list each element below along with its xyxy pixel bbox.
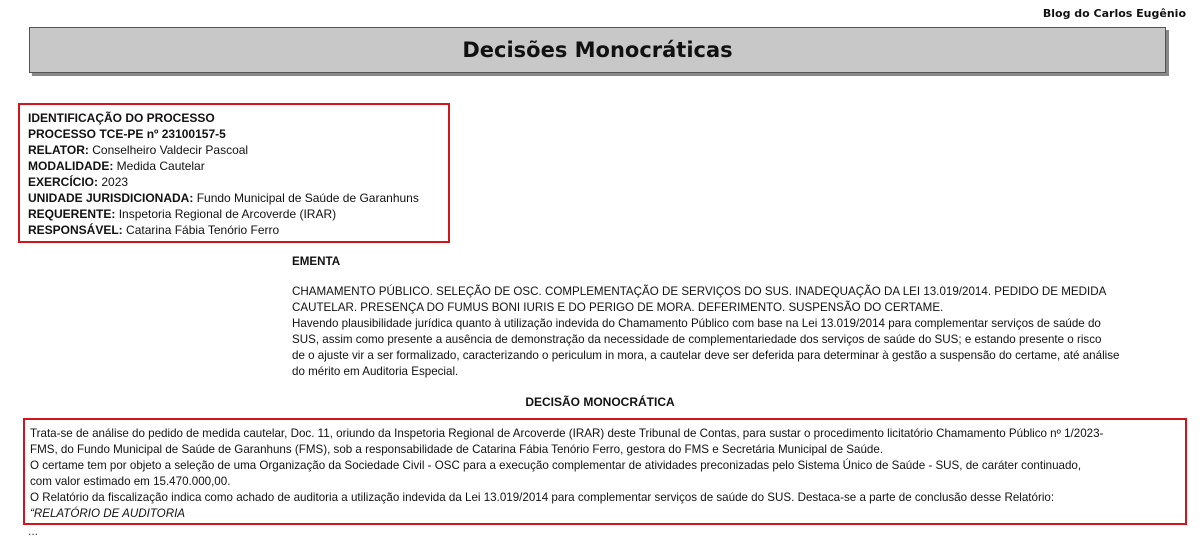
decisao-box <box>23 418 1187 525</box>
decisao-line: FMS, do Fundo Municipal de Saúde de Garanhuns (FMS), sob a responsabilidade de Catarina Fábia Tenório Ferro, gestora do FMS e Secretária Municipal de Saúde. <box>30 443 884 456</box>
ementa-line: Havendo plausibilidade jurídica quanto à utilização indevida do Chamamento Público com base na Lei 13.019/2014 para complementar serviços de saúde do <box>292 317 1101 330</box>
ementa-section <box>292 254 1172 380</box>
blog-watermark: Blog do Carlos Eugênio <box>1042 7 1186 20</box>
continuation-ellipsis: ... <box>28 524 39 538</box>
relatorio-quote: “RELATÓRIO DE AUDITORIA <box>30 507 186 520</box>
ementa-line: CHAMAMENTO PÚBLICO. SELEÇÃO DE OSC. COMPLEMENTAÇÃO DE SERVIÇOS DO SUS. INADEQUAÇÃO DA LEI 13.019/2014. PEDIDO DE MEDIDA <box>292 285 1107 298</box>
title-banner <box>29 27 1166 73</box>
field-exercicio: EXERCÍCIO: 2023 <box>28 175 129 189</box>
field-modalidade: MODALIDADE: Medida Cautelar <box>28 159 205 173</box>
decisao-line: O certame tem por objeto a seleção de uma Organização da Sociedade Civil - OSC para a execução complementar de atividades preconizadas pelo Sistema Único de Saúde - SUS, de caráter continuado, <box>30 459 1082 472</box>
field-relator: RELATOR: Conselheiro Valdecir Pascoal <box>28 143 249 157</box>
decisao-line: Trata-se de análise do pedido de medida cautelar, Doc. 11, oriundo da Inspetoria Regional de Arcoverde (IRAR) deste Tribunal de Contas, para sustar o procedimento licitatório Chamamento Público nº 1/2023- <box>30 427 1104 440</box>
process-number: PROCESSO TCE-PE nº 23100157-5 <box>28 127 226 141</box>
decisao-line: com valor estimado em 15.470.000,00. <box>30 475 231 488</box>
field-responsavel: RESPONSÁVEL: Catarina Fábia Tenório Ferro <box>28 223 280 237</box>
field-unidade: UNIDADE JURISDICIONADA: Fundo Municipal de Saúde de Garanhuns <box>28 191 419 205</box>
decisao-heading: DECISÃO MONOCRÁTICA <box>525 395 675 409</box>
ementa-line: CAUTELAR. PRESENÇA DO FUMUS BONI IURIS E DO PERIGO DE MORA. DEFERIMENTO. SUSPENSÃO DO CERTAME. <box>292 301 944 314</box>
field-requerente: REQUERENTE: Inspetoria Regional de Arcoverde (IRAR) <box>28 207 337 221</box>
identification-heading: IDENTIFICAÇÃO DO PROCESSO <box>28 111 215 125</box>
ementa-line: de o ajuste vir a ser formalizado, caracterizando o periculum in mora, a cautelar deve ser deferida para determinar à gestão a suspensão do certame, até análise <box>292 349 1120 362</box>
ementa-heading: EMENTA <box>292 255 341 268</box>
ementa-line: do mérito em Auditoria Especial. <box>292 365 459 378</box>
decisao-line: O Relatório da fiscalização indica como achado de auditoria a utilização indevida da Lei 13.019/2014 para complementar serviços de saúde do SUS. Destaca-se a parte de conclusão desse Relatório: <box>30 491 1055 504</box>
page-title: Decisões Monocráticas <box>462 38 733 62</box>
process-identification-box <box>18 103 450 243</box>
ementa-line: SUS, assim como presente a ausência de demonstração da necessidade de complementariedade dos serviços de saúde do SUS; e estando presente o risco <box>292 333 1102 346</box>
